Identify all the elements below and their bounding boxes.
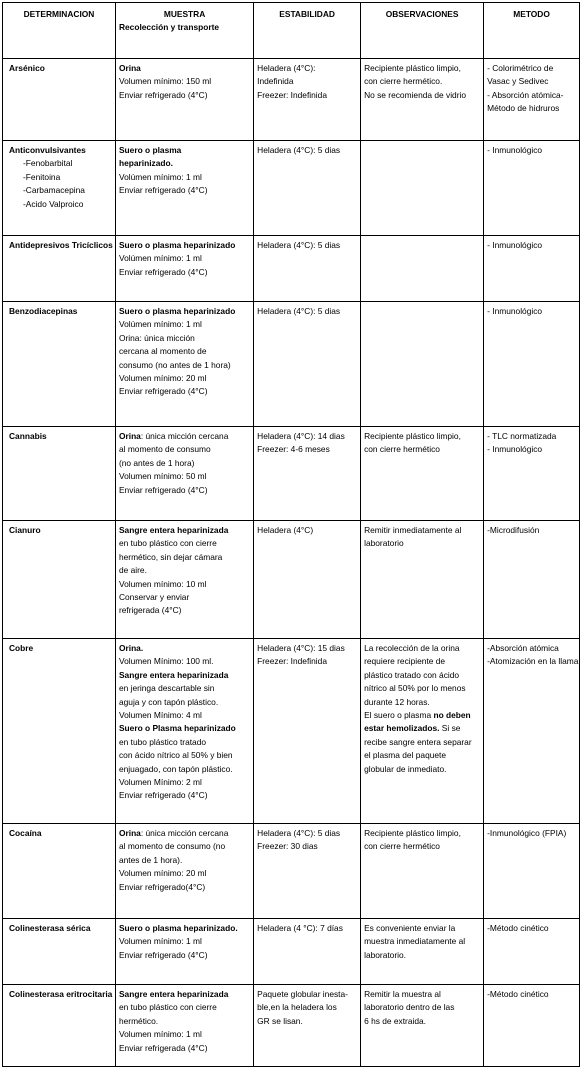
determinacion-subitem: -Carbamacepina [23,185,85,196]
observaciones-cell [361,427,484,521]
table-row [3,427,580,521]
metodo-cell [484,985,580,1067]
estabilidad-line: Freezer: Indefinida [257,656,327,667]
muestra-line: consumo (no antes de 1 hora) [118,359,231,370]
determinacion-cell [3,302,116,427]
metodo-line: Vasac y Sedivec [487,76,549,87]
observaciones-line: No se recomienda de vidrio [364,89,467,100]
muestra-line: Enviar refrigerada (4°C) [118,1042,208,1053]
determinacion-cell [3,427,116,521]
determinacion-name: Benzodiacepinas [9,306,78,316]
muestra-cell [115,236,253,302]
observaciones-line: El suero o plasma no deben [364,710,471,721]
table-row [3,141,580,236]
observaciones-line: Remitir la muestra al [364,989,441,999]
determinacion-cell [3,521,116,639]
observaciones-line: requiere recipiente de [364,656,446,667]
observaciones-cell [361,919,484,985]
observaciones-line: muestra inmediatamente al [364,936,466,947]
determinacion-name: Cobre [9,643,34,653]
muestra-cell [115,521,253,639]
metodo-cell [484,427,580,521]
estabilidad-line: Heladera (4°C): 5 dias [257,240,341,250]
header-determinacion: DETERMINACION [3,3,116,59]
estabilidad-cell [254,639,361,824]
estabilidad-line: Heladera (4°C) [257,525,314,535]
observaciones-line: Es conveniente enviar la [364,923,456,933]
muestra-cell [115,302,253,427]
muestra-line: Enviar refrigerado (4°C) [118,89,208,100]
determinacion-cell [3,141,116,236]
estabilidad-cell [254,302,361,427]
observaciones-cell [361,302,484,427]
muestra-cell [115,919,253,985]
table-body [3,59,580,1067]
metodo-cell [484,141,580,236]
muestra-line: en jeringa descartable sin [118,683,215,694]
header-muestra [115,3,253,59]
muestra-line: Volumen mínimo: 20 ml [118,373,207,384]
observaciones-cell [361,236,484,302]
muestra-line: Enviar refrigerado (4°C) [118,185,208,196]
estabilidad-cell [254,427,361,521]
muestra-line: Volúmen mínimo: 1 ml [118,319,202,330]
muestra-line: Enviar refrigerado (4°C) [118,484,208,495]
estabilidad-line: Heladera (4°C): 14 dias [257,431,345,441]
muestra-line: hermético. [118,1015,159,1026]
estabilidad-line: Paquete globular inesta- [257,989,348,999]
muestra-line: Enviar refrigerado (4°C) [118,386,208,397]
observaciones-line: el plasma del paquete [364,750,447,761]
determinacion-subitem: -Fenobarbital [23,158,73,169]
determinacion-name: Colinesterasa eritrocitaria [9,989,113,999]
determinacion-name: Arsénico [9,63,45,73]
muestra-line: Suero o plasma heparinizado. [118,923,238,933]
determinacion-cell [3,985,116,1067]
metodo-cell [484,236,580,302]
estabilidad-cell [254,236,361,302]
determinacion-name: Anticonvulsivantes [9,145,86,155]
observaciones-cell [361,521,484,639]
muestra-line: Conservar y enviar [118,592,190,603]
muestra-line: Volumen mínimo: 150 ml [118,76,212,87]
muestra-line: Orina: única micción [118,332,195,343]
metodo-line: -Método cinético [487,923,549,933]
estabilidad-line: Heladera (4°C): [257,63,316,73]
determinacion-name: Cannabis [9,431,47,441]
metodo-line: -Atomización en la llama [487,656,579,667]
estabilidad-line: Heladera (4°C): 5 dias [257,145,341,155]
muestra-cell [115,427,253,521]
metodo-line: -Absorción atómica [487,643,559,653]
muestra-line: Sangre entera heparinizada [118,669,229,680]
muestra-line: al momento de consumo (no [118,841,226,852]
observaciones-cell [361,639,484,824]
estabilidad-cell [254,59,361,141]
observaciones-cell [361,824,484,919]
muestra-line: Sangre entera heparinizada [118,525,229,535]
header-muestra-subtitle: Recolección y transporte [118,22,220,33]
observaciones-line: laboratorio dentro de las [364,1002,455,1013]
determinacion-name: Antidepresivos Tricíclicos [9,240,113,250]
metodo-cell [484,59,580,141]
muestra-line: enjuagado, con tapón plástico. [118,763,233,774]
muestra-line: Volumen Mínimo: 4 ml [118,710,202,721]
muestra-line: antes de 1 hora). [118,854,183,865]
muestra-line: en tubo plástico con cierre [118,538,217,549]
estabilidad-line: Freezer: Indefinida [257,89,327,100]
muestra-line: Enviar refrigerado (4°C) [118,790,208,801]
muestra-line: Volumen mínimo: 20 ml [118,868,207,879]
muestra-line: Sangre entera heparinizada [118,989,229,999]
table-row [3,639,580,824]
determinacion-cell [3,236,116,302]
table-row [3,919,580,985]
muestra-line: Volúmen mínimo: 1 ml [118,171,202,182]
observaciones-line: estar hemolizados. Si se [364,723,461,734]
muestra-line: cercana al momento de [118,346,207,357]
observaciones-cell [361,985,484,1067]
estabilidad-line: Freezer: 30 dias [257,841,318,852]
header-row [3,3,580,59]
determinations-table [2,2,580,1067]
muestra-line: Suero o plasma heparinizado [118,306,236,316]
header-muestra-title: MUESTRA [163,9,206,19]
muestra-line: Volumen mínimo: 50 ml [118,471,207,482]
metodo-line: - Inmunológico [487,240,543,250]
muestra-line: (no antes de 1 hora) [118,457,195,468]
muestra-line: Orina [118,63,141,73]
metodo-line: -Microdifusión [487,525,540,535]
table-row [3,824,580,919]
metodo-line: - Inmunológico [487,306,543,316]
estabilidad-line: Heladera (4°C): 15 dias [257,643,345,653]
muestra-line: Orina: única micción cercana [118,431,229,441]
muestra-line: Volumen mínimo: 10 ml [118,578,207,589]
metodo-line: - Colorimétrico de [487,63,554,73]
metodo-cell [484,824,580,919]
muestra-line: Volumen Mínimo: 100 ml. [118,656,214,667]
estabilidad-cell [254,919,361,985]
muestra-line: Volúmen mínimo: 1 ml [118,253,202,264]
estabilidad-cell [254,521,361,639]
metodo-line: -Método cinético [487,989,549,999]
observaciones-line: La recolección de la orina [364,643,460,653]
muestra-line: en tubo plástico tratado [118,736,207,747]
observaciones-line: Recipiente plástico limpio, [364,828,461,838]
determinacion-subitem: -Acido Valproico [23,198,84,209]
muestra-line: en tubo plástico con cierre [118,1002,217,1013]
observaciones-line: con cierre hermético [364,841,440,852]
muestra-line: Orina. [118,643,144,653]
estabilidad-line: GR se lisan. [257,1015,303,1026]
observaciones-line: con cierre hermético [364,444,440,455]
table-row [3,985,580,1067]
muestra-line: Enviar refrigerado (4°C) [118,949,208,960]
determinacion-cell [3,639,116,824]
observaciones-line: Recipiente plástico limpio, [364,63,461,73]
estabilidad-line: ble,en la heladera los [257,1002,337,1013]
observaciones-line: 6 hs de extraida. [364,1015,426,1026]
table-row [3,236,580,302]
determinacion-cell [3,59,116,141]
metodo-line: -Inmunológico (FPIA) [487,828,567,838]
header-metodo: METODO [484,3,580,59]
muestra-line: de aire. [118,565,147,576]
observaciones-line: Recipiente plástico limpio, [364,431,461,441]
header-observaciones: OBSERVACIONES [361,3,484,59]
observaciones-line: laboratorio [364,538,404,549]
estabilidad-line: Heladera (4 °C): 7 días [257,923,343,933]
muestra-line: Volumen mínimo: 1 ml [118,1029,202,1040]
observaciones-line: laboratorio. [364,949,406,960]
muestra-line: Volumen Mínimo: 2 ml [118,777,202,788]
estabilidad-line: Heladera (4°C): 5 dias [257,828,341,838]
muestra-line: hermético, sin dejar cámara [118,551,223,562]
muestra-cell [115,59,253,141]
muestra-cell [115,824,253,919]
muestra-line: Suero o Plasma heparinizado [118,723,236,734]
muestra-line: Volumen mínimo: 1 ml [118,936,202,947]
muestra-line: con ácido nítrico al 50% y bien [118,750,233,761]
table-row [3,521,580,639]
muestra-line: Orina: única micción cercana [118,828,229,838]
header-estabilidad: ESTABILIDAD [254,3,361,59]
muestra-line: heparinizado. [118,158,173,169]
observaciones-line: durante 12 horas. [364,696,430,707]
observaciones-line: con cierre hermético. [364,76,443,87]
estabilidad-cell [254,985,361,1067]
observaciones-line: Remitir inmediatamente al [364,525,462,535]
estabilidad-cell [254,824,361,919]
metodo-cell [484,639,580,824]
determinacion-subitem: -Fenitoina [23,171,61,182]
muestra-cell [115,141,253,236]
metodo-cell [484,521,580,639]
estabilidad-cell [254,141,361,236]
metodo-line: - TLC normatizada [487,431,557,441]
estabilidad-line: Heladera (4°C): 5 dias [257,306,341,316]
metodo-line: - Inmunológico [487,145,543,155]
muestra-line: al momento de consumo [118,444,211,455]
metodo-cell [484,919,580,985]
table-row [3,59,580,141]
metodo-line: Método de hidruros [487,103,560,114]
muestra-cell [115,985,253,1067]
metodo-line: - Inmunológico [487,444,543,455]
observaciones-line: nítrico al 50% por lo menos [364,683,466,694]
determinacion-name: Colinesterasa sérica [9,923,91,933]
muestra-line: aguja y con tapón plástico. [118,696,219,707]
determinacion-cell [3,824,116,919]
determinacion-name: Cocaína [9,828,42,838]
observaciones-cell [361,59,484,141]
metodo-cell [484,302,580,427]
muestra-line: Suero o plasma heparinizado [118,240,236,250]
muestra-line: Suero o plasma [118,145,182,155]
determinacion-cell [3,919,116,985]
determinacion-name: Cianuro [9,525,41,535]
estabilidad-line: Indefinida [257,76,294,87]
metodo-line: - Absorción atómica- [487,89,564,100]
table-row [3,302,580,427]
muestra-line: Enviar refrigerado(4°C) [118,881,206,892]
observaciones-line: plástico tratado con ácido [364,669,460,680]
observaciones-cell [361,141,484,236]
estabilidad-line: Freezer: 4-6 meses [257,444,330,455]
muestra-line: refrigerada (4°C) [118,605,182,616]
observaciones-line: globular de inmediato. [364,763,447,774]
observaciones-line: recibe sangre entera separar [364,736,472,747]
muestra-line: Enviar refrigerado (4°C) [118,266,208,277]
muestra-cell [115,639,253,824]
